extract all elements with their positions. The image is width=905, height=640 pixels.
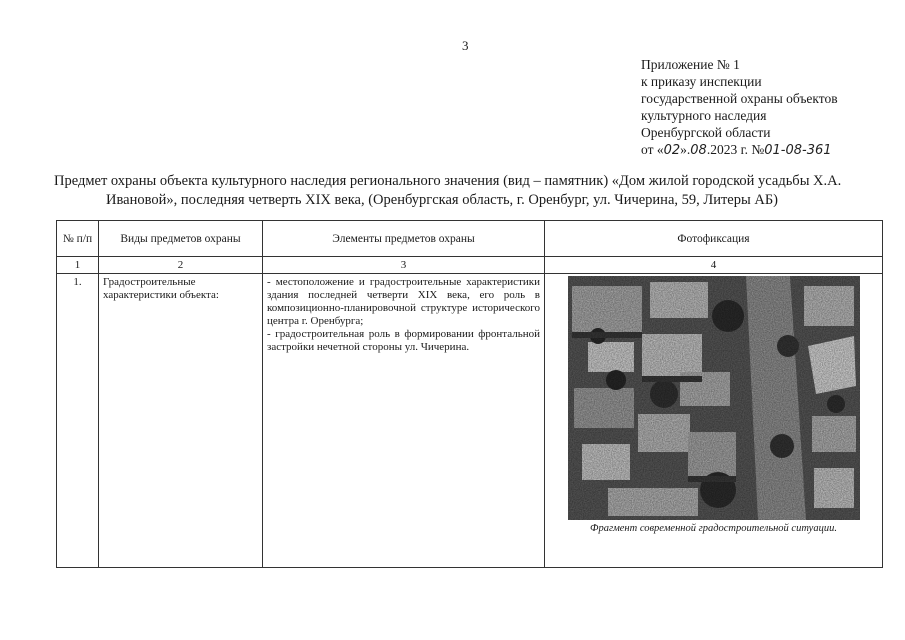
order-date-line	[641, 141, 838, 159]
aerial-photo	[568, 276, 860, 520]
row-kind: Градостроительные характеристики объекта:	[99, 274, 263, 568]
page-number: 3	[462, 38, 469, 53]
date-mid: ».	[680, 142, 691, 157]
header-photo: Фотофиксация	[545, 221, 883, 257]
photo-caption: Фрагмент современной градостроительной ситуации.	[590, 523, 837, 534]
appendix-header	[641, 56, 838, 159]
table-row	[57, 274, 883, 568]
date-year: .2023 г. №	[706, 142, 765, 157]
handwritten-month: 08	[690, 143, 707, 158]
row-photo	[545, 274, 883, 568]
col-number-3: 3	[263, 257, 545, 274]
header-elements: Элементы предметов охраны	[263, 221, 545, 257]
title-line-2: Ивановой», последняя четверть XIX века, (Оренбургская область, г. Оренбург, ул. Чичерина, 59, Литеры АБ)	[106, 192, 778, 208]
appendix-line: государственной охраны объектов	[641, 91, 838, 106]
appendix-line: к приказу инспекции	[641, 74, 762, 89]
protection-subject-table	[56, 220, 883, 568]
header-kind: Виды предметов охраны	[99, 221, 263, 257]
appendix-line: Приложение № 1	[641, 57, 740, 72]
title-line-1: Предмет охраны объекта культурного наследия регионального значения (вид – памятник) «Дом жилой городской усадьбы Х.А.	[54, 173, 842, 189]
appendix-line: культурного наследия	[641, 108, 767, 123]
element-item: - градостроительная роль в формировании фронтальной застройки нечетной стороны ул. Чичерина.	[267, 328, 540, 353]
header-number: № п/п	[57, 221, 99, 257]
row-elements	[263, 274, 545, 568]
col-number-1: 1	[57, 257, 99, 274]
element-item: - местоположение и градостроительные характеристики здания последней четверти XIX века, его роль в композиционно-планировочной структуре исторического центра г. Оренбурга;	[267, 276, 540, 327]
appendix-line: Оренбургской области	[641, 125, 771, 140]
document-title	[54, 172, 884, 210]
col-number-4: 4	[545, 257, 883, 274]
handwritten-day: 02	[663, 143, 681, 158]
handwritten-order-number: 01-08-361	[764, 143, 832, 158]
row-number: 1.	[57, 274, 99, 568]
col-number-2: 2	[99, 257, 263, 274]
date-prefix: от «	[641, 142, 664, 157]
